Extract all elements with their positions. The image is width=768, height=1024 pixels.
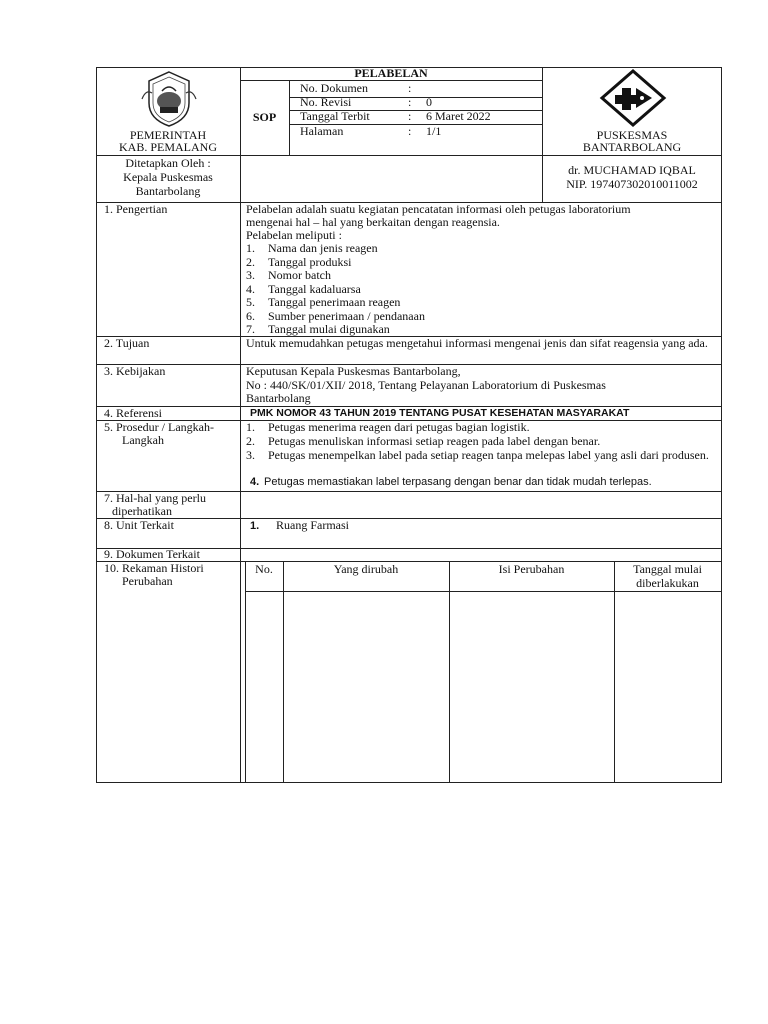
referensi-text: PMK NOMOR 43 TAHUN 2019 TENTANG PUSAT KESEHATAN MASYARAKAT [250, 407, 630, 419]
prosedur-label-line2: Langkah [122, 433, 164, 447]
document-title: PELABELAN [354, 66, 428, 80]
regency-emblem-icon [140, 69, 198, 129]
pengertian-text-line3: Pelabelan meliputi : [246, 228, 342, 242]
list-item: 1. Petugas menerima reagen dari petugas bagian logistik. [246, 420, 530, 434]
referensi-label: 4. Referensi [104, 406, 162, 420]
ditetapkan-place: Bantarbolang [135, 184, 201, 198]
header-divider-left [240, 67, 241, 202]
tujuan-label: 2. Tujuan [104, 336, 150, 350]
list-item: 5. Tanggal penerimaan reagen [246, 295, 401, 309]
list-item: 3. Nomor batch [246, 268, 331, 282]
border-bottom [96, 782, 722, 783]
puskesmas-location: BANTARBOLANG [582, 140, 682, 154]
row-line-unit [96, 518, 722, 519]
meta-value-tanggal-terbit: 6 Maret 2022 [426, 109, 491, 123]
list-item: 4. Petugas memastiakan label terpasang dengan benar dan tidak mudah terlepas. [250, 476, 652, 488]
hal-label: 7. Hal-hal yang perlu [104, 491, 206, 505]
kebijakan-text-line2: No : 440/SK/01/XII/ 2018, Tentang Pelayanan Laboratorium di Puskesmas [246, 378, 606, 392]
label-column-divider [240, 202, 241, 782]
meta-sep: : [408, 109, 412, 123]
puskesmas-name: PUSKESMAS [596, 128, 668, 142]
list-item: 2. Tanggal produksi [246, 255, 352, 269]
kebijakan-text-line3: Bantarbolang [246, 391, 311, 405]
history-col-tanggal: Tanggal mulai [633, 562, 702, 576]
history-col-isi-perubahan: Isi Perubahan [498, 562, 565, 576]
history-table-left [245, 561, 246, 782]
meta-sep: : [408, 95, 412, 109]
history-col-yang-dirubah: Yang dirubah [333, 562, 399, 576]
signer-name: dr. MUCHAMAD IQBAL [568, 163, 696, 177]
meta-sep: : [408, 81, 412, 95]
hal-label-line2: diperhatikan [112, 504, 172, 518]
meta-label-tanggal-terbit: Tanggal Terbit [300, 109, 370, 123]
sop-divider [289, 80, 290, 156]
sop-document [96, 67, 722, 783]
unit-label: 8. Unit Terkait [104, 518, 174, 532]
meta-label-halaman: Halaman [300, 124, 344, 138]
prosedur-label: 5. Prosedur / Langkah- [104, 420, 214, 434]
history-header-line [245, 591, 721, 592]
meta-value-halaman: 1/1 [426, 124, 442, 138]
meta-sep: : [408, 124, 412, 138]
list-item: 7. Tanggal mulai digunakan [246, 322, 390, 336]
meta-value-no-revisi: 0 [426, 95, 432, 109]
regency-name: KAB. PEMALANG [118, 140, 217, 154]
pengertian-text-line1: Pelabelan adalah suatu kegiatan pencatatan informasi oleh petugas laboratorium [246, 202, 631, 216]
meta-label-no-dokumen: No. Dokumen [300, 81, 368, 95]
rekaman-label-line2: Perubahan [122, 574, 173, 588]
ditetapkan-label: Ditetapkan Oleh : [125, 156, 211, 170]
kebijakan-label: 3. Kebijakan [104, 364, 166, 378]
list-item: 6. Sumber penerimaan / pendanaan [246, 309, 425, 323]
puskesmas-logo-icon [598, 68, 668, 128]
list-item: 3. Petugas menempelkan label pada setiap reagen tanpa melepas label yang asli dari produsen. [246, 448, 709, 462]
pengertian-text-line2: mengenai hal – hal yang berkaitan dengan reagensia. [246, 215, 500, 229]
ditetapkan-role: Kepala Puskesmas [123, 170, 213, 184]
rekaman-label: 10. Rekaman Histori [104, 561, 204, 575]
history-col-divider-2 [449, 561, 450, 782]
unit-item-text: Ruang Farmasi [276, 518, 349, 532]
government-name: PEMERINTAH [129, 128, 207, 142]
tujuan-text: Untuk memudahkan petugas mengetahui informasi mengenai jenis dan sifat reagensia yang ada. [246, 336, 708, 350]
pengertian-label: 1. Pengertian [104, 202, 168, 216]
history-col-no: No. [255, 562, 273, 576]
list-item: 4. Tanggal kadaluarsa [246, 282, 361, 296]
sop-label: SOP [252, 110, 277, 124]
dokumen-label: 9. Dokumen Terkait [104, 547, 200, 561]
unit-item-number: 1. [250, 520, 260, 532]
history-col-tanggal-line2: diberlakukan [636, 576, 699, 590]
meta-label-no-revisi: No. Revisi [300, 95, 352, 109]
list-item: 2. Petugas menuliskan informasi setiap reagen pada label dengan benar. [246, 434, 601, 448]
kebijakan-text-line1: Keputusan Kepala Puskesmas Bantarbolang, [246, 364, 461, 378]
list-item: 1. Nama dan jenis reagen [246, 241, 378, 255]
signer-nip: NIP. 197407302010011002 [566, 177, 698, 191]
history-col-divider-3 [614, 561, 615, 782]
history-col-divider-1 [283, 561, 284, 782]
